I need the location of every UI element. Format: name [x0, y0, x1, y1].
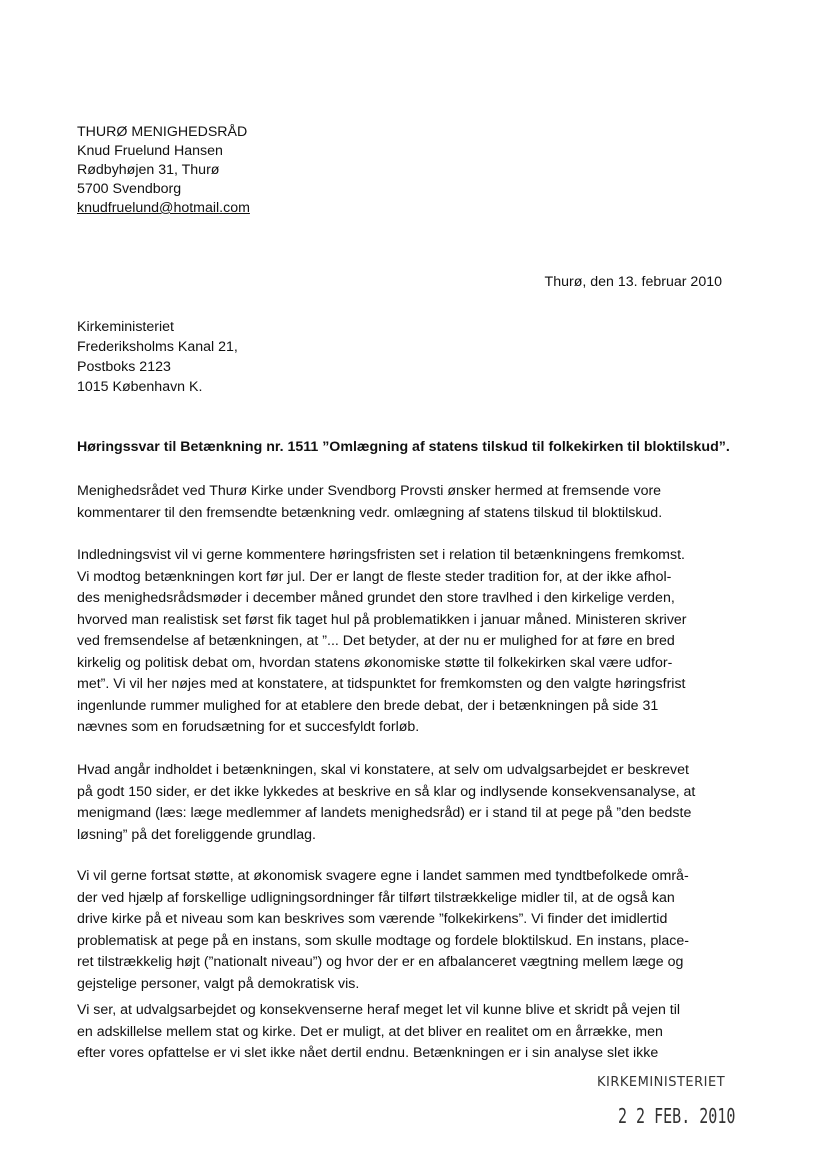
paragraph-1 [77, 481, 662, 524]
sender-name: Knud Fruelund Hansen [77, 143, 223, 159]
sender-org: THURØ MENIGHEDSRÅD [77, 124, 248, 140]
paragraph-line: Indledningsvist vil vi gerne kommentere høringsfristen set i relation til betænkningens fremkomst. [77, 547, 685, 563]
paragraph-line: kirkelig og politisk debat om, hvordan statens økonomiske støtte til folkekirken skal være udfor- [77, 654, 673, 671]
paragraph-line: der ved hjælp af forskellige udligningsordninger får tilført tilstrækkelige midler til, at de også kan [77, 889, 675, 906]
paragraph-5 [77, 1000, 680, 1065]
recipient-line: Frederiksholms Kanal 21, [77, 339, 238, 355]
paragraph-line: menigmand (læs: læge medlemmer af landets menighedsråd) er i stand til at pege på ”den bedste [77, 805, 692, 821]
paragraph-2 [77, 545, 687, 739]
paragraph-line: Vi ser, at udvalgsarbejdet og konsekvenserne heraf meget let vil kunne blive et skridt på vejen til [77, 1002, 681, 1018]
recipient-line: 1015 København K. [77, 379, 203, 395]
paragraph-line: problematisk at pege på en instans, som skulle modtage og fordele bloktilskud. En instans, place- [77, 932, 689, 949]
paragraph-line: ingenlunde rummer mulighed for at etablere den brede debat, der i betænkningen på side 31 [77, 697, 659, 714]
paragraph-line: met”. Vi vil her nøjes med at konstatere, at tidspunktet for fremkomsten og den valgte høringsfrist [77, 676, 686, 692]
sender-address [77, 123, 250, 218]
paragraph-line: kommentarer til den fremsendte betænkning vedr. omlægning af statens tilskud til bloktilskud. [77, 504, 663, 521]
paragraph-line: drive kirke på et niveau som kan beskrives som værende ”folkekirkens”. Vi finder det imidlertid [77, 911, 668, 927]
recipient-line: Kirkeministeriet [77, 319, 174, 335]
paragraph-3 [77, 760, 695, 846]
sender-city: 5700 Svendborg [77, 181, 182, 197]
recipient-line: Postboks 2123 [77, 359, 171, 375]
received-stamp-org: KIRKEMINISTERIET [597, 1075, 726, 1090]
paragraph-line: efter vores opfattelse er vi slet ikke nået dertil endnu. Betænkningen er i sin analyse slet ikke [77, 1045, 659, 1061]
paragraph-4 [77, 866, 689, 995]
sender-street: Rødbyhøjen 31, Thurø [77, 162, 220, 178]
paragraph-line: Vi vil gerne fortsat støtte, at økonomisk svagere egne i landet sammen med tyndtbefolkede områ- [77, 868, 689, 884]
sender-email-link[interactable]: knudfruelund@hotmail.com [77, 200, 250, 216]
paragraph-line: gejstelige personer, valgt på demokratisk vis. [77, 975, 360, 992]
paragraph-line: hvorved man realistisk set først fik taget hul på problematikken i januar måned. Ministeren skriver [77, 611, 687, 628]
paragraph-line: des menighedsrådsmøder i december måned grundet den store travlhed i den kirkelige verden, [77, 590, 675, 606]
paragraph-line: Menighedsrådet ved Thurø Kirke under Svendborg Provsti ønsker hermed at fremsende vore [77, 483, 662, 499]
paragraph-line: løsning” på det foreliggende grundlag. [77, 826, 316, 843]
paragraph-line: Vi modtog betænkningen kort før jul. Der er langt de fleste steder tradition for, at der ikke afhol- [77, 568, 672, 585]
paragraph-line: Hvad angår indholdet i betænkningen, skal vi konstatere, at selv om udvalgsarbejdet er beskrevet [77, 762, 689, 778]
letter-date: Thurø, den 13. februar 2010 [544, 274, 722, 290]
received-stamp-date: 2 2 FEB. 2010 [618, 1104, 736, 1128]
letter-heading: Høringssvar til Betænkning nr. 1511 ”Omlægning af statens tilskud til folkekirken til bloktilskud”. [77, 439, 730, 455]
paragraph-line: en adskillelse mellem stat og kirke. Det er muligt, at det bliver en realitet om en årrække, men [77, 1023, 663, 1040]
paragraph-line: på godt 150 sider, er det ikke lykkedes at beskrive en så klar og indlysende konsekvensanalyse, at [77, 783, 696, 800]
recipient-address [77, 317, 238, 397]
paragraph-line: ret tilstrækkelig højt (”nationalt niveau”) og hvor der er en afbalanceret vægtning mellem læge og [77, 954, 684, 970]
paragraph-line: nævnes som en forudsætning for et succesfyldt forløb. [77, 719, 420, 735]
paragraph-line: ved fremsendelse af betænkningen, at ”... Det betyder, at der nu er mulighed for at føre en bred [77, 633, 675, 649]
